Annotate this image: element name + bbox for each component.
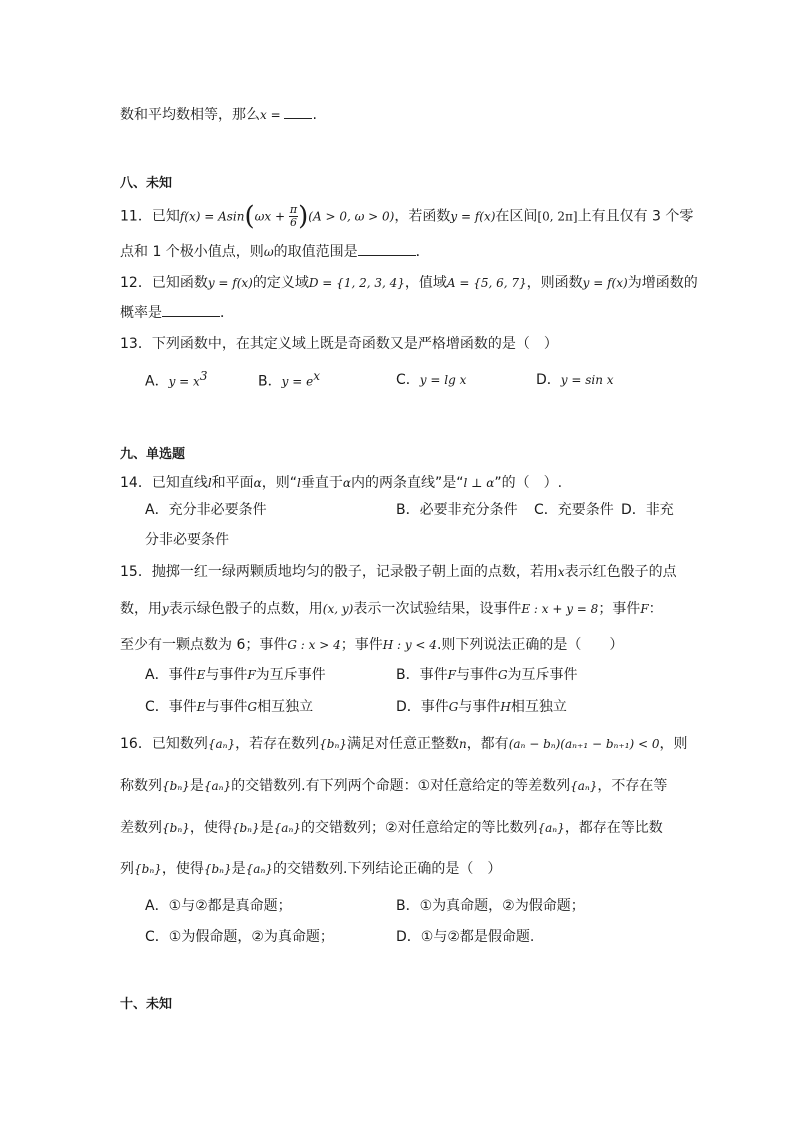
pair-xy: (x, y): [322, 602, 354, 616]
inner-expr: ωx +: [254, 209, 289, 224]
period: .: [312, 107, 317, 123]
question-number: 13．: [120, 336, 152, 352]
text: ；事件: [598, 601, 641, 617]
option-label: C．: [396, 372, 420, 388]
text: ”的（ ）.: [494, 475, 563, 491]
option-c[interactable]: C．①为假命题，②为真命题；: [145, 929, 334, 945]
var-n: n: [458, 737, 467, 751]
var-y: y: [162, 602, 169, 616]
text: ，使得: [161, 861, 204, 877]
range-set: A = {5, 6, 7}: [446, 276, 527, 290]
seq-b: {bₙ}: [231, 821, 260, 835]
text: C．事件: [145, 699, 197, 715]
seq-b: {bₙ}: [162, 821, 190, 835]
option-b[interactable]: B．①为真命题，②为假命题；: [396, 898, 585, 914]
text: 已知: [151, 208, 180, 225]
text: .则下列说法正确的是（ ）: [436, 637, 624, 653]
text: D．事件: [396, 699, 449, 715]
text: 相互独立: [510, 699, 567, 715]
text: 垂直于: [300, 475, 343, 491]
question-16-line-3: [120, 817, 663, 837]
question-15-line-1: [120, 561, 677, 581]
question-number: 12．: [120, 275, 152, 291]
text: 至少有一颗点数为 6；事件: [120, 637, 288, 653]
text: 抛掷一红一绿两颗质地均匀的骰子，记录骰子朝上面的点数，若用: [151, 564, 558, 580]
text: 与事件: [455, 667, 498, 683]
text: 相互独立: [257, 699, 314, 715]
superscript: x: [313, 369, 320, 383]
section-heading-9: 九、单选题: [120, 447, 186, 462]
event-var: G: [448, 700, 459, 714]
event-h: H : y < 4: [382, 638, 437, 652]
plane-alpha: α: [253, 476, 262, 490]
seq-a: {aₙ}: [537, 821, 565, 835]
y-f-x: y = f(x): [450, 209, 496, 224]
condition: (A > 0, ω > 0): [308, 209, 395, 224]
var-x: x: [557, 565, 565, 579]
question-number: 16．: [120, 736, 152, 752]
perp-expr: l ⊥ α: [463, 476, 495, 490]
seq-a: {aₙ}: [203, 779, 232, 793]
text: ，都存在等比数: [564, 820, 663, 836]
inequality: (aₙ − bₙ)(aₙ₊₁ − bₙ₊₁) < 0: [508, 737, 660, 751]
text: 是: [259, 820, 274, 836]
text: ，都有: [466, 736, 509, 752]
line-l: l: [207, 476, 212, 490]
option-label: B．: [258, 373, 282, 390]
text: 与事件: [205, 667, 248, 683]
text: ，若存在数列: [235, 736, 320, 752]
period: ．: [220, 305, 234, 321]
text: 表示红色骰子的点: [564, 564, 677, 580]
question-number: 15．: [120, 564, 152, 580]
question-16-line-2: [120, 775, 667, 795]
text: 表示一次试验结果，设事件: [353, 601, 522, 617]
text: 点和 1 个极小值点，则: [120, 244, 264, 260]
text: ，使得: [189, 820, 232, 836]
text: A．事件: [145, 667, 197, 683]
text: ，则“: [261, 475, 298, 491]
question-16-line-1: [120, 733, 688, 753]
option-d[interactable]: [536, 369, 614, 389]
seq-b: {bₙ}: [319, 737, 347, 751]
fragment-line: [120, 104, 317, 124]
denominator: 6: [290, 216, 297, 229]
text: 满足对任意正整数: [346, 736, 459, 752]
question-11-line-2: [120, 241, 430, 261]
event-e: E : x + y = 8: [521, 602, 599, 616]
option-c[interactable]: [396, 369, 466, 389]
interval: [0, 2π]: [537, 209, 578, 224]
answer-blank[interactable]: [162, 304, 220, 317]
text: ，则: [659, 736, 688, 752]
text: ，若函数: [394, 208, 451, 225]
text: 列: [120, 861, 134, 877]
answer-blank[interactable]: [358, 243, 416, 256]
text: 为增函数的: [627, 275, 698, 291]
option-d-continued: 分非必要条件: [145, 532, 229, 548]
question-16-line-4: [120, 858, 501, 878]
question-13-stem: [120, 333, 558, 353]
seq-b: {bₙ}: [203, 862, 232, 876]
question-11-line-1: [120, 201, 694, 232]
equals: =: [266, 108, 285, 122]
seq-b: {bₙ}: [162, 779, 190, 793]
option-expr: y = e: [281, 374, 314, 389]
seq-a: {aₙ}: [273, 821, 301, 835]
text: 是: [189, 778, 204, 794]
text: 为互斥事件: [255, 667, 326, 683]
numerator: π: [289, 203, 298, 216]
text: ；事件: [340, 637, 383, 653]
omega: ω: [263, 245, 274, 259]
text: 与事件: [205, 699, 248, 715]
question-15-line-2: [120, 598, 663, 618]
right-paren: ): [298, 201, 309, 232]
text: ：: [648, 601, 663, 617]
text: 和平面: [211, 475, 254, 491]
text: 已知函数: [151, 275, 208, 291]
answer-blank[interactable]: [284, 106, 312, 119]
superscript: 3: [199, 369, 208, 383]
question-number: 14．: [120, 475, 152, 491]
seq-a: {aₙ}: [570, 779, 598, 793]
y-f-x: y = f(x): [582, 276, 628, 290]
text: 已知数列: [151, 736, 208, 752]
text: 称数列: [120, 778, 162, 794]
option-expr: y = sin x: [560, 373, 614, 387]
line-l: l: [297, 476, 301, 490]
text: 上有且仅有 3 个零: [577, 208, 694, 225]
domain-set: D = {1, 2, 3, 4}: [308, 276, 405, 290]
text: ，则函数: [526, 275, 583, 291]
text: 概率是: [120, 305, 162, 321]
event-var: F: [447, 668, 456, 682]
event-var: G: [497, 668, 508, 682]
function-expr: f(x) = Asin: [179, 209, 245, 224]
text: 是: [231, 861, 246, 877]
option-c[interactable]: C．充要条件: [534, 502, 614, 518]
option-a[interactable]: [145, 664, 326, 684]
question-15-line-3: [120, 634, 623, 654]
event-var: E: [196, 668, 206, 682]
text: 差数列: [120, 820, 162, 836]
var-x: x: [260, 108, 267, 122]
text: 与事件: [458, 699, 501, 715]
question-12-line-1: [120, 272, 698, 292]
fraction-pi-6: [289, 204, 298, 229]
event-f: F: [640, 602, 649, 616]
text: 为互斥事件: [507, 667, 578, 683]
option-expr: y = x: [168, 374, 200, 389]
event-var: H: [500, 700, 511, 714]
option-d[interactable]: D．非充: [621, 502, 674, 518]
period: ．: [415, 244, 430, 260]
option-b[interactable]: [396, 664, 578, 684]
option-expr: y = lg x: [419, 373, 467, 387]
question-12-line-2: [120, 302, 234, 322]
left-paren: (: [244, 201, 255, 232]
option-c[interactable]: [145, 696, 313, 716]
seq-a: {aₙ}: [207, 737, 236, 751]
option-label: D．: [536, 372, 561, 388]
text: 已知直线: [151, 475, 208, 491]
event-var: F: [247, 668, 256, 682]
question-number: 11．: [120, 208, 152, 225]
text: ，不存在等: [597, 778, 668, 794]
section-heading-10: 十、未知: [120, 997, 173, 1012]
question-14-stem: [120, 472, 562, 492]
text: 的交错数列.有下列两个命题：①对任意给定的等差数列: [231, 778, 571, 794]
text: 的交错数列；②对任意给定的等比数列: [300, 820, 538, 836]
seq-b: {bₙ}: [134, 862, 162, 876]
text: 数，用: [120, 601, 162, 617]
text: 在区间: [495, 208, 538, 225]
option-a[interactable]: [145, 369, 207, 391]
option-b[interactable]: [258, 369, 320, 391]
text: 表示绿色骰子的点数，用: [168, 601, 323, 617]
option-label: A．: [145, 373, 169, 390]
text: 的取值范围是: [273, 244, 358, 260]
y-f-x: y = f(x): [207, 276, 253, 290]
plane-alpha: α: [342, 476, 351, 490]
text: 的定义域: [252, 275, 309, 291]
seq-a: {aₙ}: [245, 862, 273, 876]
option-a[interactable]: A．充分非必要条件: [145, 502, 267, 518]
option-a[interactable]: A．①与②都是真命题；: [145, 898, 292, 914]
section-heading-8: 八、未知: [120, 176, 173, 191]
text: B．事件: [396, 667, 448, 683]
event-var: E: [196, 700, 206, 714]
option-d[interactable]: [396, 696, 567, 716]
text: 下列函数中，在其定义域上既是奇函数又是严格增函数的是（ ）: [151, 336, 558, 352]
fragment-text: 数和平均数相等，那么: [120, 107, 260, 123]
event-var: G: [247, 700, 258, 714]
option-d[interactable]: D．①与②都是假命题.: [396, 929, 535, 945]
option-b[interactable]: B．必要非充分条件: [396, 502, 518, 518]
event-g: G : x > 4: [287, 638, 341, 652]
text: 内的两条直线”是“: [351, 475, 464, 491]
text: ，值域: [404, 275, 447, 291]
text: 的交错数列.下列结论正确的是（ ）: [272, 861, 502, 877]
